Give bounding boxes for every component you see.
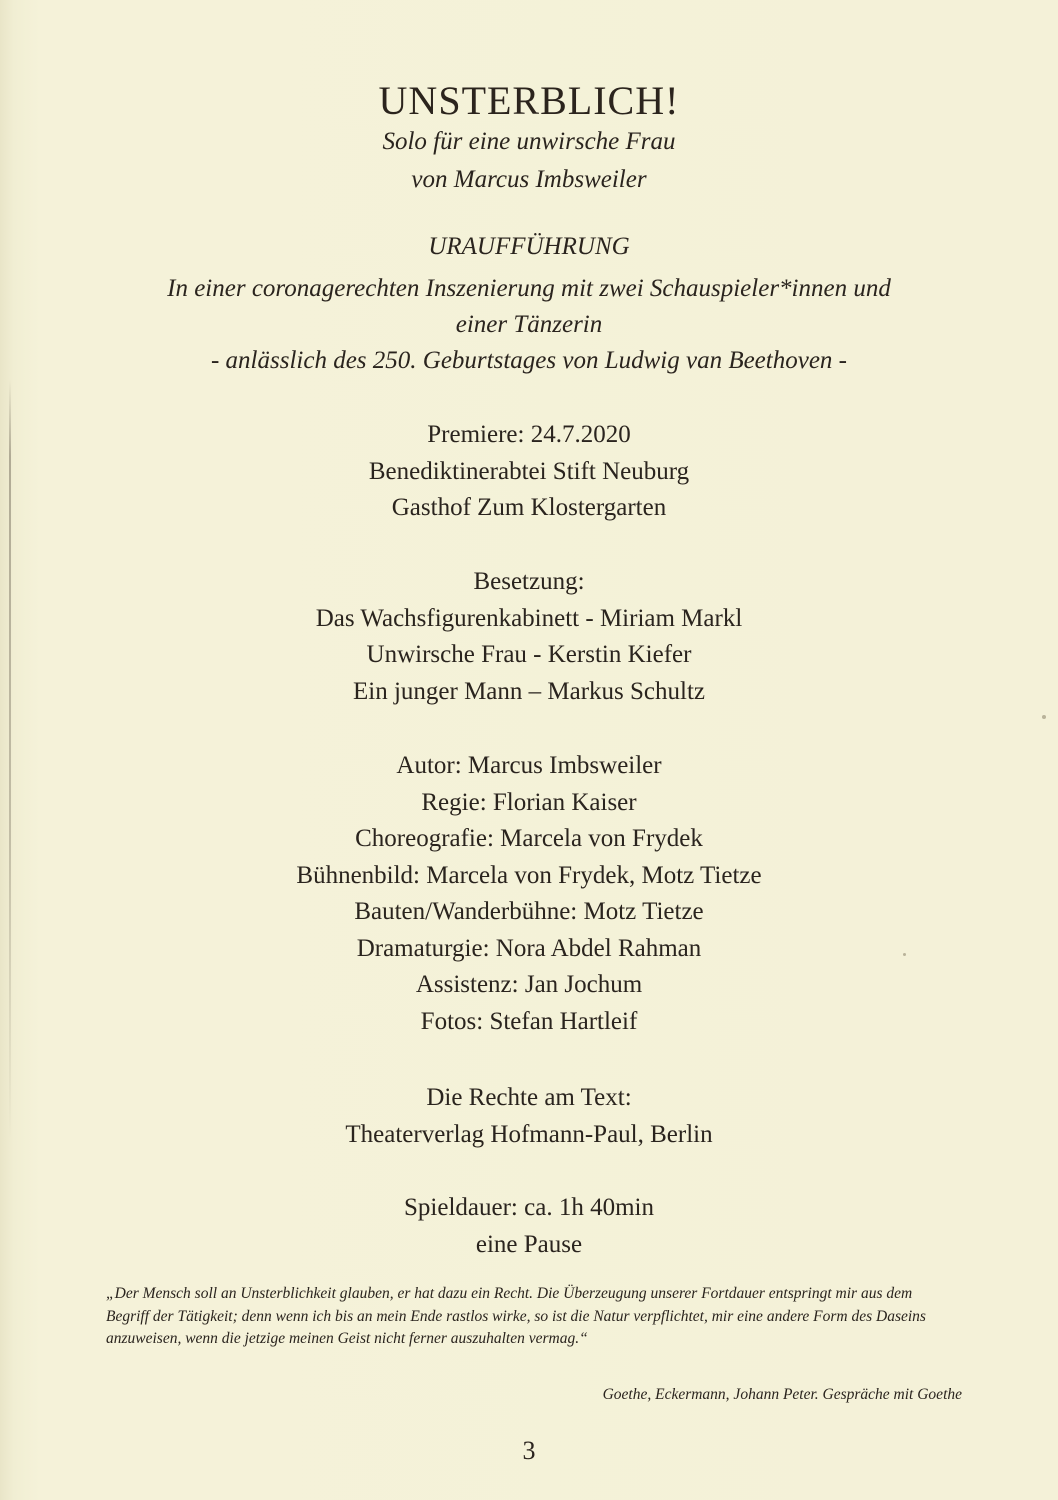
paper-speck (1042, 715, 1046, 719)
occasion-note: - anlässlich des 250. Geburtstages von Ludwig van Beethoven - (210, 347, 847, 374)
staging-note-line: In einer coronagerechten Inszenierung mit zwei Schauspieler*innen und (167, 275, 891, 302)
intermission-note: eine Pause (475, 1230, 583, 1258)
goethe-quote: „Der Mensch soll an Unsterblichkeit glauben, er hat dazu ein Recht. Die Überzeugung unserer Fortdauer entspringt mir aus dem Begriff der Tätigkeit; denn wenn ich bis an mein Ende rastlos wirke, so ist die Natur verpflichtet, mir eine andere Form des Daseins anzuweisen, wenn die jetzige meinen Geist nicht ferner auszuhalten vermag.“ (106, 1285, 926, 1347)
crew-credit: Bauten/Wanderbühne: Motz Tietze (354, 898, 704, 925)
rights-heading: Die Rechte am Text: (426, 1084, 632, 1111)
play-author-line: von Marcus Imbsweiler (411, 166, 647, 193)
duration-block (0, 1193, 1058, 1266)
cast-member: Das Wachsfigurenkabinett - Miriam Markl (315, 604, 743, 632)
crew-credit: Assistenz: Jan Jochum (415, 971, 643, 998)
rights-block (0, 1083, 1058, 1156)
venue-name: Benediktinerabtei Stift Neuburg (368, 457, 690, 485)
cast-member: Ein junger Mann – Markus Schultz (352, 677, 706, 705)
crew-credit: Dramaturgie: Nora Abdel Rahman (356, 934, 702, 962)
crew-block (0, 751, 1058, 1043)
venue-block (0, 420, 1058, 530)
crew-credit: Autor: Marcus Imbsweiler (396, 752, 662, 779)
play-subtitle: Solo für eine unwirsche Frau (382, 128, 676, 155)
quote-source: Goethe, Eckermann, Johann Peter. Gespräche mit Goethe (602, 1386, 962, 1403)
running-time: Spieldauer: ca. 1h 40min (404, 1194, 654, 1221)
cast-heading: Besetzung: (473, 568, 585, 595)
rights-holder: Theaterverlag Hofmann-Paul, Berlin (345, 1120, 713, 1148)
cast-member: Unwirsche Frau - Kerstin Kiefer (366, 641, 692, 668)
crew-credit: Bühnenbild: Marcela von Frydek, Motz Tietze (296, 861, 762, 889)
staging-note-line: einer Tänzerin (455, 311, 603, 338)
premiere-label: URAUFFÜHRUNG (428, 233, 630, 260)
cast-block (0, 567, 1058, 713)
premiere-date: Premiere: 24.7.2020 (427, 421, 631, 448)
venue-location: Gasthof Zum Klostergarten (391, 494, 667, 521)
crew-credit: Fotos: Stefan Hartleif (420, 1007, 638, 1035)
crew-credit: Regie: Florian Kaiser (421, 788, 637, 816)
play-title: UNSTERBLICH! (378, 78, 680, 123)
crew-credit: Choreografie: Marcela von Frydek (355, 825, 703, 852)
page-number: 3 (522, 1436, 536, 1465)
